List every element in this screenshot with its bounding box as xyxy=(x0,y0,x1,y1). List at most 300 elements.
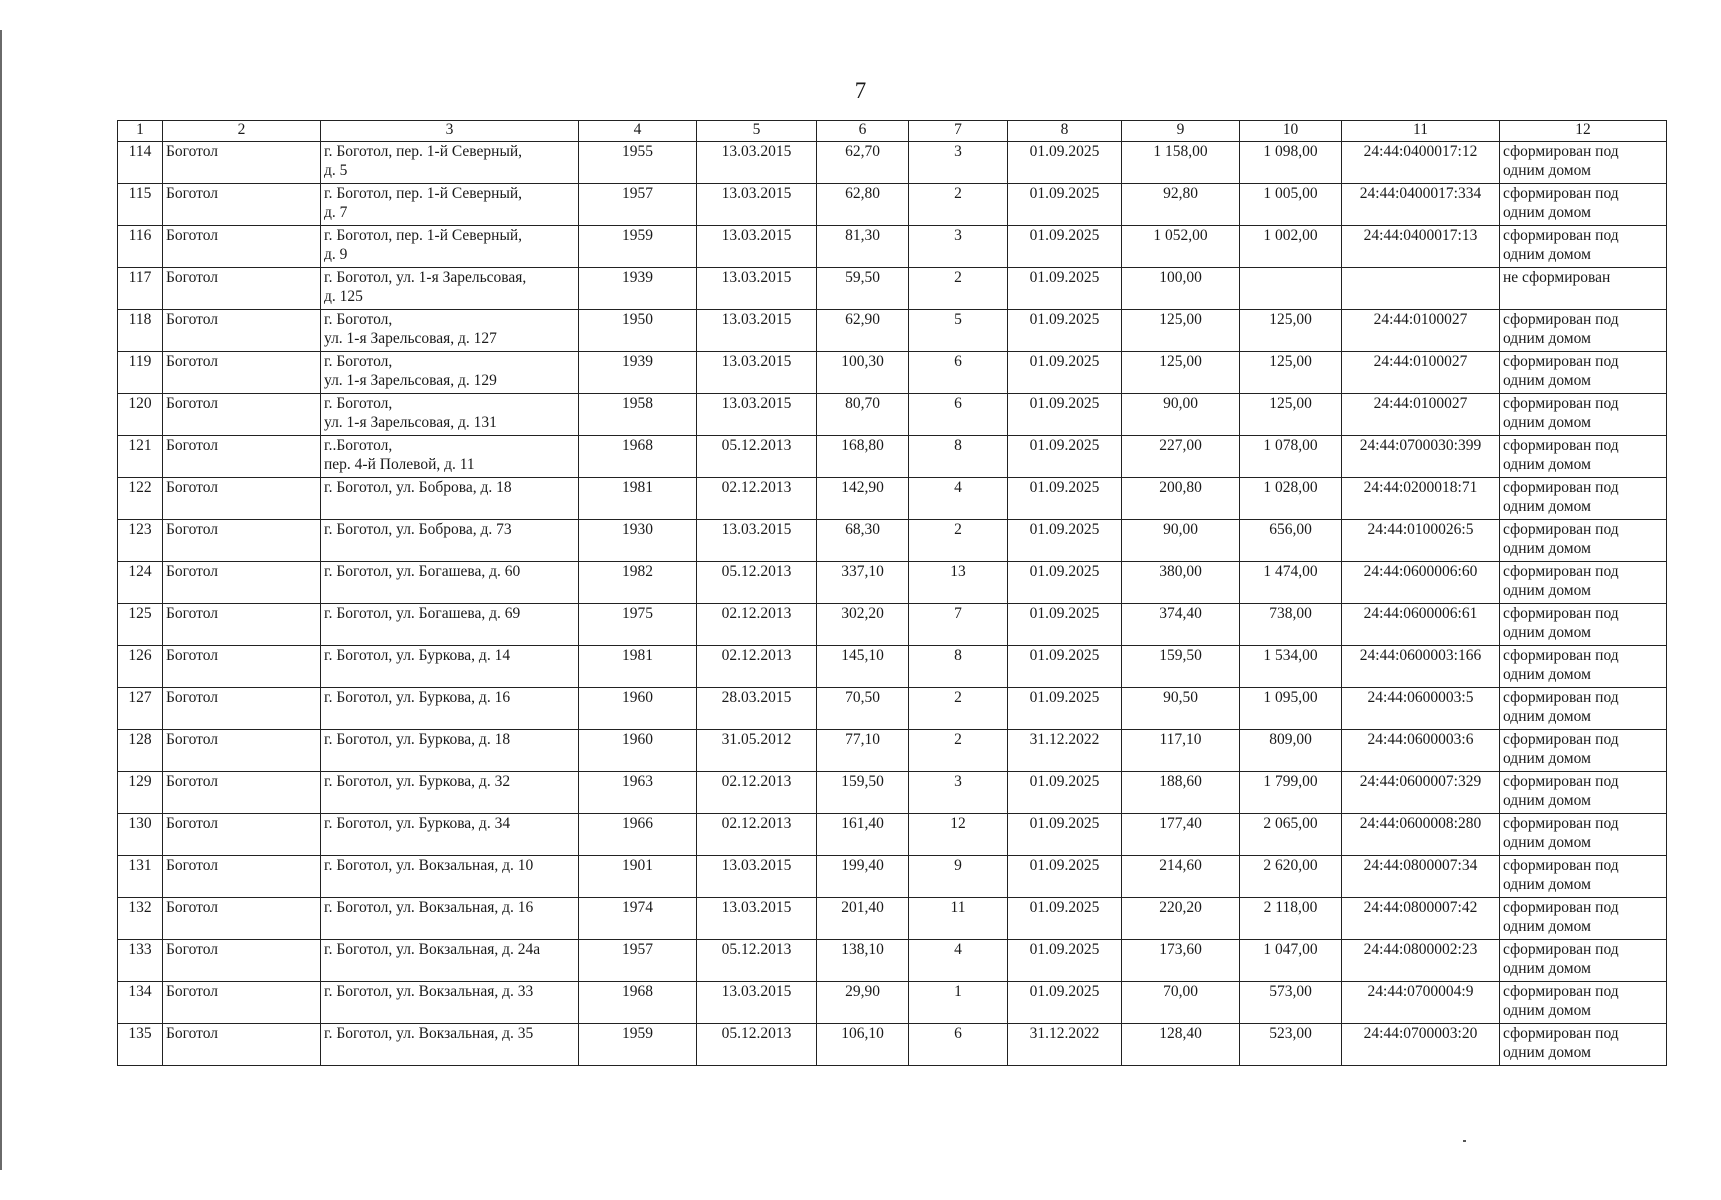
value10-cell: 1 534,00 xyxy=(1240,646,1342,688)
status-cell: сформирован под одним домом xyxy=(1500,604,1667,646)
value10-cell: 1 028,00 xyxy=(1240,478,1342,520)
row-number: 124 xyxy=(118,562,163,604)
count-cell: 2 xyxy=(909,730,1008,772)
value10-cell: 656,00 xyxy=(1240,520,1342,562)
year-cell: 1930 xyxy=(579,520,697,562)
column-header: 8 xyxy=(1008,121,1122,142)
deadline-cell: 01.09.2025 xyxy=(1008,814,1122,856)
table-row xyxy=(118,688,1667,730)
value9-cell: 90,50 xyxy=(1122,688,1240,730)
deadline-cell: 01.09.2025 xyxy=(1008,142,1122,184)
town-cell: Боготол xyxy=(163,604,321,646)
value9-cell: 125,00 xyxy=(1122,310,1240,352)
value9-cell: 214,60 xyxy=(1122,856,1240,898)
address-cell: г. Боготол, ул. 1-я Зарельсовая, д. 129 xyxy=(321,352,579,394)
table-row xyxy=(118,982,1667,1024)
value9-cell: 90,00 xyxy=(1122,394,1240,436)
address-cell: г. Боготол, пер. 1-й Северный, д. 7 xyxy=(321,184,579,226)
cadastre-cell: 24:44:0100027 xyxy=(1342,352,1500,394)
area-cell: 70,50 xyxy=(817,688,909,730)
area-cell: 168,80 xyxy=(817,436,909,478)
year-cell: 1959 xyxy=(579,226,697,268)
year-cell: 1958 xyxy=(579,394,697,436)
address-cell: г. Боготол, ул. Буркова, д. 14 xyxy=(321,646,579,688)
town-cell: Боготол xyxy=(163,310,321,352)
value9-cell: 159,50 xyxy=(1122,646,1240,688)
year-cell: 1959 xyxy=(579,1024,697,1066)
cadastre-cell: 24:44:0600006:61 xyxy=(1342,604,1500,646)
row-number: 125 xyxy=(118,604,163,646)
value9-cell: 70,00 xyxy=(1122,982,1240,1024)
deadline-cell: 01.09.2025 xyxy=(1008,646,1122,688)
value10-cell: 1 078,00 xyxy=(1240,436,1342,478)
area-cell: 106,10 xyxy=(817,1024,909,1066)
table-row xyxy=(118,310,1667,352)
town-cell: Боготол xyxy=(163,646,321,688)
date-cell: 05.12.2013 xyxy=(697,436,817,478)
town-cell: Боготол xyxy=(163,142,321,184)
address-cell: г. Боготол, ул. Боброва, д. 18 xyxy=(321,478,579,520)
cadastre-cell: 24:44:0600003:6 xyxy=(1342,730,1500,772)
date-cell: 13.03.2015 xyxy=(697,520,817,562)
town-cell: Боготол xyxy=(163,394,321,436)
area-cell: 62,70 xyxy=(817,142,909,184)
date-cell: 13.03.2015 xyxy=(697,184,817,226)
status-cell: сформирован под одним домом xyxy=(1500,226,1667,268)
address-cell: г. Боготол, пер. 1-й Северный, д. 5 xyxy=(321,142,579,184)
value10-cell xyxy=(1240,268,1342,310)
address-cell: г..Боготол, пер. 4-й Полевой, д. 11 xyxy=(321,436,579,478)
value10-cell: 1 002,00 xyxy=(1240,226,1342,268)
row-number: 123 xyxy=(118,520,163,562)
value10-cell: 573,00 xyxy=(1240,982,1342,1024)
area-cell: 81,30 xyxy=(817,226,909,268)
row-number: 117 xyxy=(118,268,163,310)
count-cell: 7 xyxy=(909,604,1008,646)
row-number: 121 xyxy=(118,436,163,478)
status-cell: сформирован под одним домом xyxy=(1500,394,1667,436)
deadline-cell: 01.09.2025 xyxy=(1008,352,1122,394)
town-cell: Боготол xyxy=(163,226,321,268)
address-cell: г. Боготол, ул. Богашева, д. 60 xyxy=(321,562,579,604)
value9-cell: 125,00 xyxy=(1122,352,1240,394)
table-row xyxy=(118,856,1667,898)
town-cell: Боготол xyxy=(163,982,321,1024)
value10-cell: 125,00 xyxy=(1240,394,1342,436)
column-header: 12 xyxy=(1500,121,1667,142)
cadastre-cell xyxy=(1342,268,1500,310)
area-cell: 145,10 xyxy=(817,646,909,688)
column-header: 2 xyxy=(163,121,321,142)
deadline-cell: 31.12.2022 xyxy=(1008,730,1122,772)
address-cell: г. Боготол, ул. Вокзальная, д. 16 xyxy=(321,898,579,940)
address-cell: г. Боготол, ул. Вокзальная, д. 33 xyxy=(321,982,579,1024)
town-cell: Боготол xyxy=(163,898,321,940)
deadline-cell: 01.09.2025 xyxy=(1008,562,1122,604)
table-row xyxy=(118,646,1667,688)
cadastre-cell: 24:44:0600003:5 xyxy=(1342,688,1500,730)
date-cell: 13.03.2015 xyxy=(697,982,817,1024)
count-cell: 6 xyxy=(909,394,1008,436)
cadastre-cell: 24:44:0400017:334 xyxy=(1342,184,1500,226)
date-cell: 05.12.2013 xyxy=(697,1024,817,1066)
area-cell: 80,70 xyxy=(817,394,909,436)
page-number: 7 xyxy=(854,78,867,103)
town-cell: Боготол xyxy=(163,1024,321,1066)
cadastre-cell: 24:44:0100027 xyxy=(1342,394,1500,436)
count-cell: 5 xyxy=(909,310,1008,352)
year-cell: 1974 xyxy=(579,898,697,940)
deadline-cell: 01.09.2025 xyxy=(1008,226,1122,268)
column-header: 4 xyxy=(579,121,697,142)
column-header: 6 xyxy=(817,121,909,142)
town-cell: Боготол xyxy=(163,940,321,982)
town-cell: Боготол xyxy=(163,562,321,604)
date-cell: 02.12.2013 xyxy=(697,772,817,814)
town-cell: Боготол xyxy=(163,436,321,478)
date-cell: 28.03.2015 xyxy=(697,688,817,730)
town-cell: Боготол xyxy=(163,520,321,562)
count-cell: 8 xyxy=(909,646,1008,688)
deadline-cell: 01.09.2025 xyxy=(1008,478,1122,520)
row-number: 114 xyxy=(118,142,163,184)
table-row xyxy=(118,814,1667,856)
town-cell: Боготол xyxy=(163,772,321,814)
value10-cell: 1 095,00 xyxy=(1240,688,1342,730)
value9-cell: 380,00 xyxy=(1122,562,1240,604)
year-cell: 1901 xyxy=(579,856,697,898)
year-cell: 1950 xyxy=(579,310,697,352)
area-cell: 142,90 xyxy=(817,478,909,520)
address-cell: г. Боготол, ул. Боброва, д. 73 xyxy=(321,520,579,562)
registry-body xyxy=(118,142,1667,1066)
value10-cell: 809,00 xyxy=(1240,730,1342,772)
cadastre-cell: 24:44:0400017:12 xyxy=(1342,142,1500,184)
value10-cell: 2 065,00 xyxy=(1240,814,1342,856)
deadline-cell: 01.09.2025 xyxy=(1008,268,1122,310)
value9-cell: 92,80 xyxy=(1122,184,1240,226)
address-cell: г. Боготол, ул. Вокзальная, д. 24а xyxy=(321,940,579,982)
cadastre-cell: 24:44:0600006:60 xyxy=(1342,562,1500,604)
status-cell: сформирован под одним домом xyxy=(1500,856,1667,898)
table-row xyxy=(118,478,1667,520)
count-cell: 3 xyxy=(909,142,1008,184)
column-header: 3 xyxy=(321,121,579,142)
value9-cell: 220,20 xyxy=(1122,898,1240,940)
town-cell: Боготол xyxy=(163,688,321,730)
table-row xyxy=(118,520,1667,562)
town-cell: Боготол xyxy=(163,856,321,898)
area-cell: 138,10 xyxy=(817,940,909,982)
date-cell: 13.03.2015 xyxy=(697,142,817,184)
deadline-cell: 01.09.2025 xyxy=(1008,898,1122,940)
value10-cell: 523,00 xyxy=(1240,1024,1342,1066)
table-row xyxy=(118,142,1667,184)
column-header: 10 xyxy=(1240,121,1342,142)
table-row xyxy=(118,1024,1667,1066)
area-cell: 62,80 xyxy=(817,184,909,226)
table-row xyxy=(118,940,1667,982)
value9-cell: 1 052,00 xyxy=(1122,226,1240,268)
address-cell: г. Боготол, ул. Вокзальная, д. 10 xyxy=(321,856,579,898)
year-cell: 1939 xyxy=(579,268,697,310)
count-cell: 12 xyxy=(909,814,1008,856)
area-cell: 62,90 xyxy=(817,310,909,352)
date-cell: 13.03.2015 xyxy=(697,310,817,352)
row-number: 129 xyxy=(118,772,163,814)
status-cell: сформирован под одним домом xyxy=(1500,772,1667,814)
count-cell: 2 xyxy=(909,688,1008,730)
value9-cell: 227,00 xyxy=(1122,436,1240,478)
year-cell: 1957 xyxy=(579,184,697,226)
value10-cell: 1 474,00 xyxy=(1240,562,1342,604)
status-cell: сформирован под одним домом xyxy=(1500,982,1667,1024)
cadastre-cell: 24:44:0800007:42 xyxy=(1342,898,1500,940)
count-cell: 9 xyxy=(909,856,1008,898)
value10-cell: 1 799,00 xyxy=(1240,772,1342,814)
address-cell: г. Боготол, ул. Богашева, д. 69 xyxy=(321,604,579,646)
area-cell: 199,40 xyxy=(817,856,909,898)
address-cell: г. Боготол, ул. 1-я Зарельсовая, д. 131 xyxy=(321,394,579,436)
cadastre-cell: 24:44:0400017:13 xyxy=(1342,226,1500,268)
table-row xyxy=(118,604,1667,646)
town-cell: Боготол xyxy=(163,730,321,772)
status-cell: сформирован под одним домом xyxy=(1500,940,1667,982)
count-cell: 3 xyxy=(909,772,1008,814)
count-cell: 4 xyxy=(909,940,1008,982)
status-cell: сформирован под одним домом xyxy=(1500,898,1667,940)
date-cell: 13.03.2015 xyxy=(697,268,817,310)
town-cell: Боготол xyxy=(163,184,321,226)
year-cell: 1982 xyxy=(579,562,697,604)
table-row xyxy=(118,562,1667,604)
count-cell: 1 xyxy=(909,982,1008,1024)
row-number: 126 xyxy=(118,646,163,688)
scan-speck xyxy=(1463,1140,1466,1142)
date-cell: 13.03.2015 xyxy=(697,394,817,436)
count-cell: 11 xyxy=(909,898,1008,940)
cadastre-cell: 24:44:0800002:23 xyxy=(1342,940,1500,982)
value10-cell: 1 098,00 xyxy=(1240,142,1342,184)
date-cell: 02.12.2013 xyxy=(697,814,817,856)
address-cell: г. Боготол, ул. Вокзальная, д. 35 xyxy=(321,1024,579,1066)
address-cell: г. Боготол, ул. Буркова, д. 16 xyxy=(321,688,579,730)
year-cell: 1939 xyxy=(579,352,697,394)
deadline-cell: 01.09.2025 xyxy=(1008,394,1122,436)
table-row xyxy=(118,436,1667,478)
column-header: 11 xyxy=(1342,121,1500,142)
address-cell: г. Боготол, ул. 1-я Зарельсовая, д. 127 xyxy=(321,310,579,352)
year-cell: 1960 xyxy=(579,730,697,772)
row-number: 131 xyxy=(118,856,163,898)
date-cell: 05.12.2013 xyxy=(697,940,817,982)
housing-registry-table xyxy=(117,120,1667,1066)
column-header: 1 xyxy=(118,121,163,142)
cadastre-cell: 24:44:0600008:280 xyxy=(1342,814,1500,856)
area-cell: 29,90 xyxy=(817,982,909,1024)
value10-cell: 2 620,00 xyxy=(1240,856,1342,898)
town-cell: Боготол xyxy=(163,268,321,310)
deadline-cell: 01.09.2025 xyxy=(1008,310,1122,352)
row-number: 133 xyxy=(118,940,163,982)
row-number: 122 xyxy=(118,478,163,520)
address-cell: г. Боготол, ул. Буркова, д. 18 xyxy=(321,730,579,772)
area-cell: 201,40 xyxy=(817,898,909,940)
cadastre-cell: 24:44:0800007:34 xyxy=(1342,856,1500,898)
status-cell: сформирован под одним домом xyxy=(1500,520,1667,562)
count-cell: 2 xyxy=(909,520,1008,562)
deadline-cell: 01.09.2025 xyxy=(1008,520,1122,562)
table-row xyxy=(118,730,1667,772)
deadline-cell: 01.09.2025 xyxy=(1008,856,1122,898)
deadline-cell: 31.12.2022 xyxy=(1008,1024,1122,1066)
value9-cell: 188,60 xyxy=(1122,772,1240,814)
year-cell: 1963 xyxy=(579,772,697,814)
area-cell: 100,30 xyxy=(817,352,909,394)
count-cell: 3 xyxy=(909,226,1008,268)
address-cell: г. Боготол, ул. 1-я Зарельсовая, д. 125 xyxy=(321,268,579,310)
status-cell: сформирован под одним домом xyxy=(1500,562,1667,604)
area-cell: 68,30 xyxy=(817,520,909,562)
value10-cell: 125,00 xyxy=(1240,310,1342,352)
status-cell: сформирован под одним домом xyxy=(1500,352,1667,394)
year-cell: 1960 xyxy=(579,688,697,730)
column-header: 5 xyxy=(697,121,817,142)
value10-cell: 1 005,00 xyxy=(1240,184,1342,226)
value9-cell: 128,40 xyxy=(1122,1024,1240,1066)
column-header: 7 xyxy=(909,121,1008,142)
year-cell: 1966 xyxy=(579,814,697,856)
scan-left-edge xyxy=(0,30,2,1170)
status-cell: сформирован под одним домом xyxy=(1500,730,1667,772)
date-cell: 13.03.2015 xyxy=(697,226,817,268)
row-number: 115 xyxy=(118,184,163,226)
row-number: 118 xyxy=(118,310,163,352)
year-cell: 1955 xyxy=(579,142,697,184)
status-cell: сформирован под одним домом xyxy=(1500,478,1667,520)
cadastre-cell: 24:44:0700004:9 xyxy=(1342,982,1500,1024)
cadastre-cell: 24:44:0700030:399 xyxy=(1342,436,1500,478)
cadastre-cell: 24:44:0200018:71 xyxy=(1342,478,1500,520)
table-row xyxy=(118,226,1667,268)
value9-cell: 173,60 xyxy=(1122,940,1240,982)
value10-cell: 738,00 xyxy=(1240,604,1342,646)
year-cell: 1968 xyxy=(579,982,697,1024)
area-cell: 59,50 xyxy=(817,268,909,310)
value10-cell: 1 047,00 xyxy=(1240,940,1342,982)
row-number: 130 xyxy=(118,814,163,856)
status-cell: не сформирован xyxy=(1500,268,1667,310)
area-cell: 161,40 xyxy=(817,814,909,856)
status-cell: сформирован под одним домом xyxy=(1500,310,1667,352)
year-cell: 1968 xyxy=(579,436,697,478)
count-cell: 2 xyxy=(909,184,1008,226)
row-number: 127 xyxy=(118,688,163,730)
value9-cell: 90,00 xyxy=(1122,520,1240,562)
row-number: 134 xyxy=(118,982,163,1024)
value9-cell: 117,10 xyxy=(1122,730,1240,772)
year-cell: 1981 xyxy=(579,478,697,520)
cadastre-cell: 24:44:0100027 xyxy=(1342,310,1500,352)
area-cell: 302,20 xyxy=(817,604,909,646)
date-cell: 05.12.2013 xyxy=(697,562,817,604)
deadline-cell: 01.09.2025 xyxy=(1008,772,1122,814)
value9-cell: 200,80 xyxy=(1122,478,1240,520)
town-cell: Боготол xyxy=(163,478,321,520)
area-cell: 77,10 xyxy=(817,730,909,772)
column-header: 9 xyxy=(1122,121,1240,142)
date-cell: 13.03.2015 xyxy=(697,352,817,394)
deadline-cell: 01.09.2025 xyxy=(1008,604,1122,646)
row-number: 128 xyxy=(118,730,163,772)
value9-cell: 100,00 xyxy=(1122,268,1240,310)
table-row xyxy=(118,352,1667,394)
table-row xyxy=(118,898,1667,940)
cadastre-cell: 24:44:0600007:329 xyxy=(1342,772,1500,814)
deadline-cell: 01.09.2025 xyxy=(1008,184,1122,226)
town-cell: Боготол xyxy=(163,814,321,856)
deadline-cell: 01.09.2025 xyxy=(1008,940,1122,982)
status-cell: сформирован под одним домом xyxy=(1500,142,1667,184)
year-cell: 1957 xyxy=(579,940,697,982)
cadastre-cell: 24:44:0100026:5 xyxy=(1342,520,1500,562)
date-cell: 13.03.2015 xyxy=(697,898,817,940)
column-number-row xyxy=(118,121,1667,142)
value10-cell: 2 118,00 xyxy=(1240,898,1342,940)
count-cell: 6 xyxy=(909,352,1008,394)
row-number: 132 xyxy=(118,898,163,940)
status-cell: сформирован под одним домом xyxy=(1500,688,1667,730)
date-cell: 13.03.2015 xyxy=(697,856,817,898)
deadline-cell: 01.09.2025 xyxy=(1008,982,1122,1024)
status-cell: сформирован под одним домом xyxy=(1500,1024,1667,1066)
table-row xyxy=(118,184,1667,226)
date-cell: 02.12.2013 xyxy=(697,604,817,646)
value9-cell: 177,40 xyxy=(1122,814,1240,856)
year-cell: 1981 xyxy=(579,646,697,688)
status-cell: сформирован под одним домом xyxy=(1500,646,1667,688)
count-cell: 13 xyxy=(909,562,1008,604)
deadline-cell: 01.09.2025 xyxy=(1008,436,1122,478)
area-cell: 159,50 xyxy=(817,772,909,814)
table-row xyxy=(118,268,1667,310)
count-cell: 2 xyxy=(909,268,1008,310)
row-number: 120 xyxy=(118,394,163,436)
date-cell: 31.05.2012 xyxy=(697,730,817,772)
table-row xyxy=(118,394,1667,436)
status-cell: сформирован под одним домом xyxy=(1500,436,1667,478)
address-cell: г. Боготол, ул. Буркова, д. 32 xyxy=(321,772,579,814)
date-cell: 02.12.2013 xyxy=(697,478,817,520)
row-number: 135 xyxy=(118,1024,163,1066)
row-number: 119 xyxy=(118,352,163,394)
value9-cell: 1 158,00 xyxy=(1122,142,1240,184)
cadastre-cell: 24:44:0700003:20 xyxy=(1342,1024,1500,1066)
year-cell: 1975 xyxy=(579,604,697,646)
count-cell: 4 xyxy=(909,478,1008,520)
town-cell: Боготол xyxy=(163,352,321,394)
date-cell: 02.12.2013 xyxy=(697,646,817,688)
status-cell: сформирован под одним домом xyxy=(1500,184,1667,226)
value10-cell: 125,00 xyxy=(1240,352,1342,394)
table-row xyxy=(118,772,1667,814)
address-cell: г. Боготол, пер. 1-й Северный, д. 9 xyxy=(321,226,579,268)
count-cell: 8 xyxy=(909,436,1008,478)
area-cell: 337,10 xyxy=(817,562,909,604)
cadastre-cell: 24:44:0600003:166 xyxy=(1342,646,1500,688)
row-number: 116 xyxy=(118,226,163,268)
value9-cell: 374,40 xyxy=(1122,604,1240,646)
